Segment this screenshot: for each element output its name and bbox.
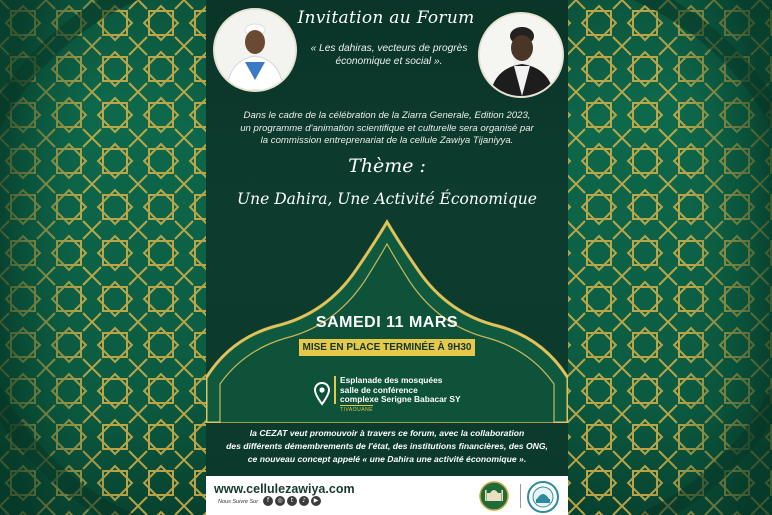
setup-banner: MISE EN PLACE TERMINÉE À 9H30	[299, 339, 475, 356]
person-icon	[215, 10, 295, 90]
portrait-right	[478, 12, 564, 98]
follow-label: Nous Suivre Sur	[218, 499, 259, 505]
portrait-left	[213, 8, 297, 92]
subtitle-line: « Les dahiras, vecteurs de progrès	[310, 43, 468, 54]
geometric-pattern	[0, 0, 206, 515]
location-line: salle de conférence	[340, 384, 418, 395]
website-link[interactable]: www.cellulezawiya.com	[214, 482, 355, 496]
closing-paragraph	[212, 427, 562, 466]
location-line: Esplanade des mosquées	[340, 375, 443, 385]
event-city: TIVAOUANE	[340, 407, 374, 413]
event-date: SAMEDI 11 MARS	[315, 314, 459, 331]
closing-line: la CEZAT veut promouvoir à travers ce forum, avec la collaboration	[249, 428, 525, 438]
intro-line: la commission entreprenariat de la cellule Zawiya Tijaniyya.	[260, 135, 514, 146]
intro-line: un programme d'animation scientifique et culturelle sera organisé par	[240, 122, 534, 134]
tiktok-icon[interactable]: ♪	[299, 496, 309, 506]
theme-text: Une Dahira, Une Activité Économique	[237, 190, 537, 208]
twitter-icon[interactable]: t	[287, 496, 297, 506]
event-location	[340, 376, 490, 405]
location-divider	[334, 376, 336, 404]
theme-label: Thème :	[348, 155, 426, 177]
invitation-card	[206, 0, 568, 515]
intro-line: Dans le cadre de la célébration de la Ziarra Generale, Edition 2023,	[243, 110, 531, 121]
location-pin-icon	[314, 382, 330, 406]
logo-divider	[520, 484, 521, 508]
location-line: complexe Serigne Babacar SY	[340, 394, 461, 404]
footer-bar	[206, 476, 568, 515]
instagram-icon[interactable]: ◎	[275, 496, 285, 506]
invitation-title: Invitation au Forum	[297, 8, 475, 28]
forum-subtitle	[294, 42, 484, 68]
cezat-logo-icon	[479, 481, 509, 511]
subtitle-line: économique et social ».	[335, 56, 443, 67]
person-icon	[480, 14, 562, 96]
left-pattern-panel	[0, 0, 206, 515]
facebook-icon[interactable]: f	[263, 496, 273, 506]
closing-line: ce nouveau concept appelé « une Dahira une activité économique ».	[247, 454, 527, 464]
youtube-icon[interactable]: ▶	[311, 496, 321, 506]
intro-paragraph	[210, 110, 564, 148]
right-pattern-panel	[566, 0, 772, 515]
closing-line: des différents démembrements de l'état, des institutions financières, des ONG,	[226, 441, 548, 451]
zawiya-logo-icon	[527, 481, 559, 513]
geometric-pattern	[566, 0, 772, 515]
